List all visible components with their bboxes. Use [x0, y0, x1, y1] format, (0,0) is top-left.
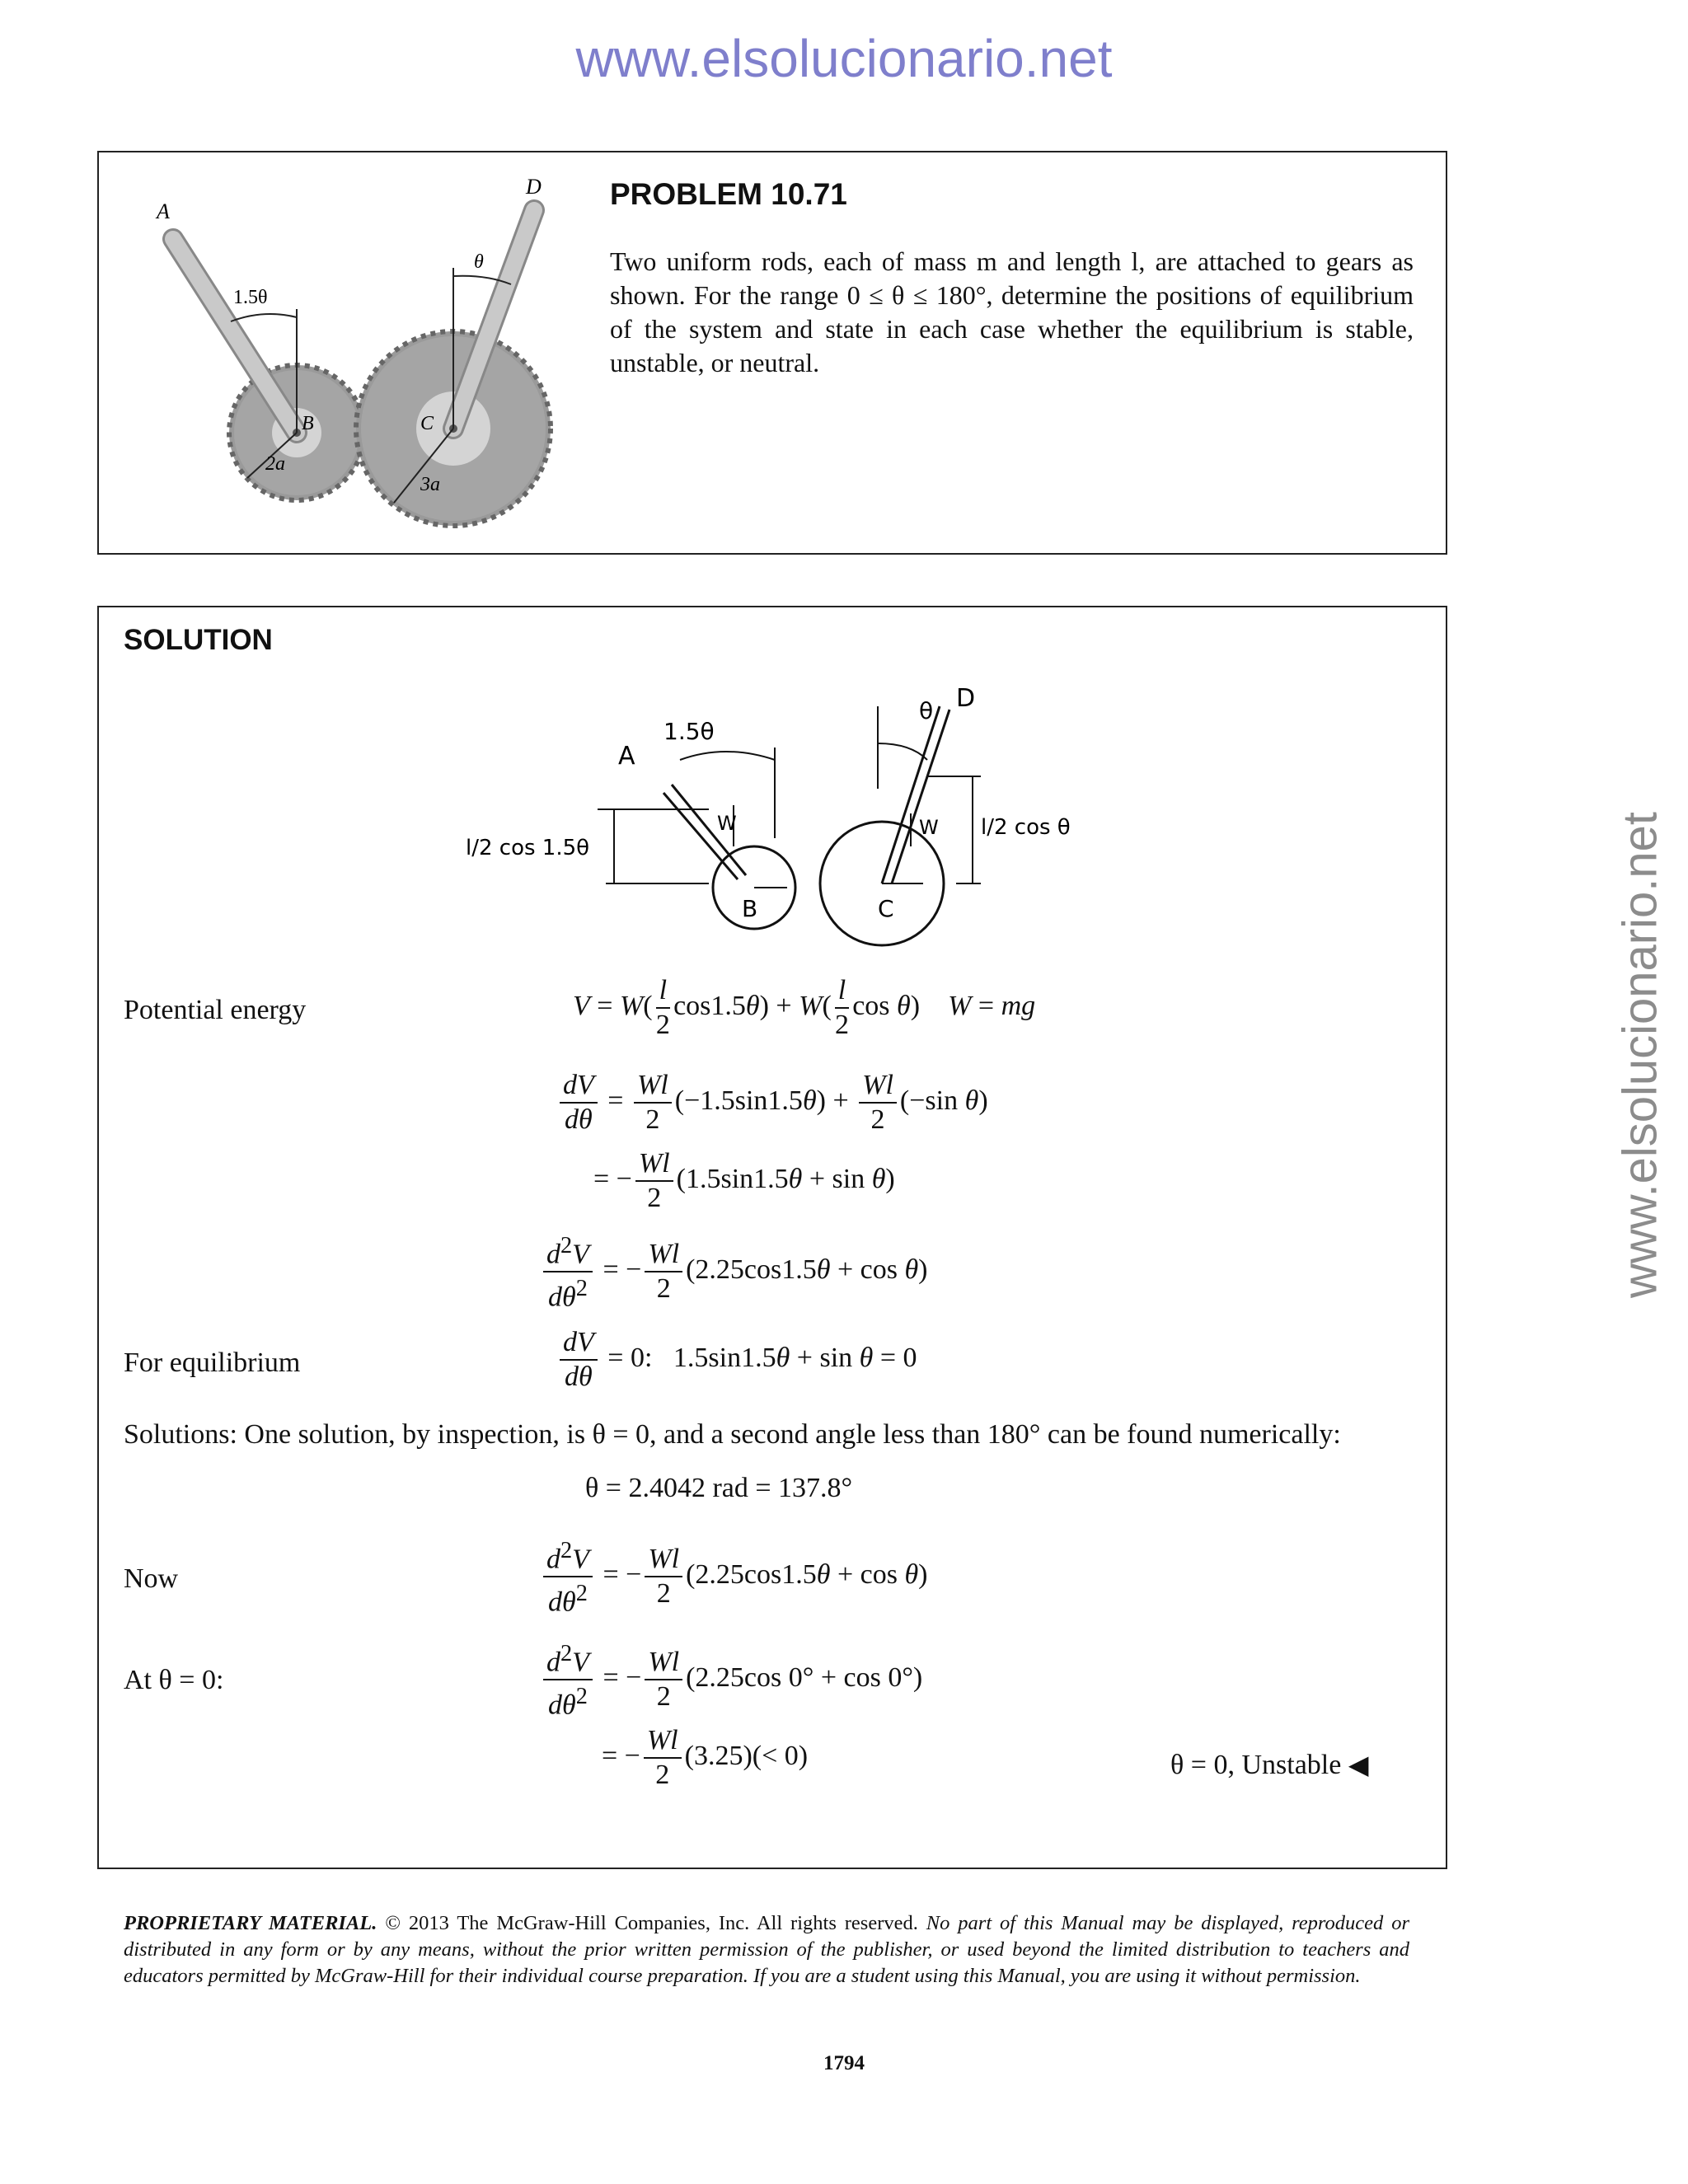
result-unstable [1170, 1749, 1368, 1781]
sketch-c: C [878, 895, 894, 922]
sketch-b: B [742, 895, 758, 922]
label-c: C [420, 413, 434, 434]
sketch-theta: θ [919, 697, 934, 724]
solutions-text: Solutions: One solution, by inspection, is θ = 0, and a second angle less than 180° can be found numerically: [124, 1419, 1341, 1450]
now-label: Now [124, 1563, 179, 1594]
sketch-h-left: l/2 cos 1.5θ [466, 836, 590, 860]
label-a: A [157, 199, 170, 223]
eq-potential: V = W( $\frac{l}{2}$ cos1.5θ) + W( $\frac{l}{2}$ cos θ) W = mg [573, 975, 1036, 1040]
watermark-top: www.elsolucionario.net [575, 29, 1113, 88]
label-theta: θ [474, 251, 484, 273]
eq-dv-simplified: = − $\frac{Wl}{2}$ (1.5sin1.5θ + sin θ) [593, 1148, 895, 1213]
solution-sketch [462, 682, 1121, 978]
eq-dv: $\frac{dV}{d\theta}$ = $\frac{Wl}{2}$ (−1.5sin1.5θ) + $\frac{Wl}{2}$ (−sin θ) [556, 1069, 988, 1137]
label-angle-a: 1.5θ [233, 287, 268, 308]
sketch-w-right: W [919, 816, 939, 839]
gears-figure [99, 152, 593, 553]
solution-box [97, 606, 1447, 1869]
footer-normal: © 2013 The McGraw-Hill Companies, Inc. All rights reserved. [377, 1912, 926, 1934]
label-b: B [302, 413, 314, 434]
page-number: 1794 [823, 2052, 865, 2074]
footer-italic: No part of this Manual may be displayed, reproduced or distributed in any form or by any means, without the prior written permission of the publisher, or used beyond the limited distribution to teachers and educators permitted by McGraw-Hill for their individual course preparation. If you are a student using this Manual, you are using it without permission. [124, 1912, 1409, 1987]
label-3a: 3a [420, 474, 440, 495]
sketch-angle-a: 1.5θ [663, 718, 715, 745]
solution-title: SOLUTION [124, 624, 273, 656]
problem-title: PROBLEM 10.71 [610, 177, 847, 211]
theta-value: θ = 2.4042 rad = 137.8° [585, 1473, 853, 1503]
answer-arrow-icon: ◀ [1348, 1750, 1369, 1779]
sketch-w-left: W [717, 812, 737, 835]
result-text: θ = 0, Unstable [1170, 1750, 1342, 1780]
eq-d2v: $\frac{d^2V}{d\theta^2}$ = − $\frac{Wl}{2}$ (2.25cos1.5θ + cos θ) [540, 1230, 927, 1315]
equilibrium-label: For equilibrium [124, 1347, 301, 1378]
potential-label: Potential energy [124, 995, 307, 1025]
eq-d2v-zero-value: = − $\frac{Wl}{2}$ (3.25)(< 0) [602, 1725, 809, 1790]
footer [124, 1910, 1409, 1990]
at-zero-label: At θ = 0: [124, 1665, 224, 1695]
sketch-d: D [956, 684, 976, 713]
sketch-h-right: l/2 cos θ [981, 815, 1071, 840]
watermark-side: www.elsolucionario.net [1613, 812, 1667, 1298]
sketch-a: A [618, 742, 635, 771]
label-2a: 2a [265, 453, 285, 475]
eq-d2v-now: $\frac{d^2V}{d\theta^2}$ = − $\frac{Wl}{2}$ (2.25cos1.5θ + cos θ) [540, 1535, 927, 1619]
label-d: D [526, 175, 542, 199]
problem-text: Two uniform rods, each of mass m and length l, are attached to gears as shown. For the range 0 ≤ θ ≤ 180°, determine the positions of equilibrium of the system and state in each case whether the equilibrium is stable, unstable, or neutral. [610, 246, 1414, 377]
eq-d2v-zero: $\frac{d^2V}{d\theta^2}$ = − $\frac{Wl}{2}$ (2.25cos 0° + cos 0°) [540, 1638, 922, 1722]
problem-box [97, 151, 1447, 555]
footer-bold: PROPRIETARY MATERIAL. [124, 1912, 377, 1934]
eq-equilibrium: $\frac{dV}{d\theta}$ = 0: 1.5sin1.5θ + sin θ = 0 [556, 1326, 917, 1394]
